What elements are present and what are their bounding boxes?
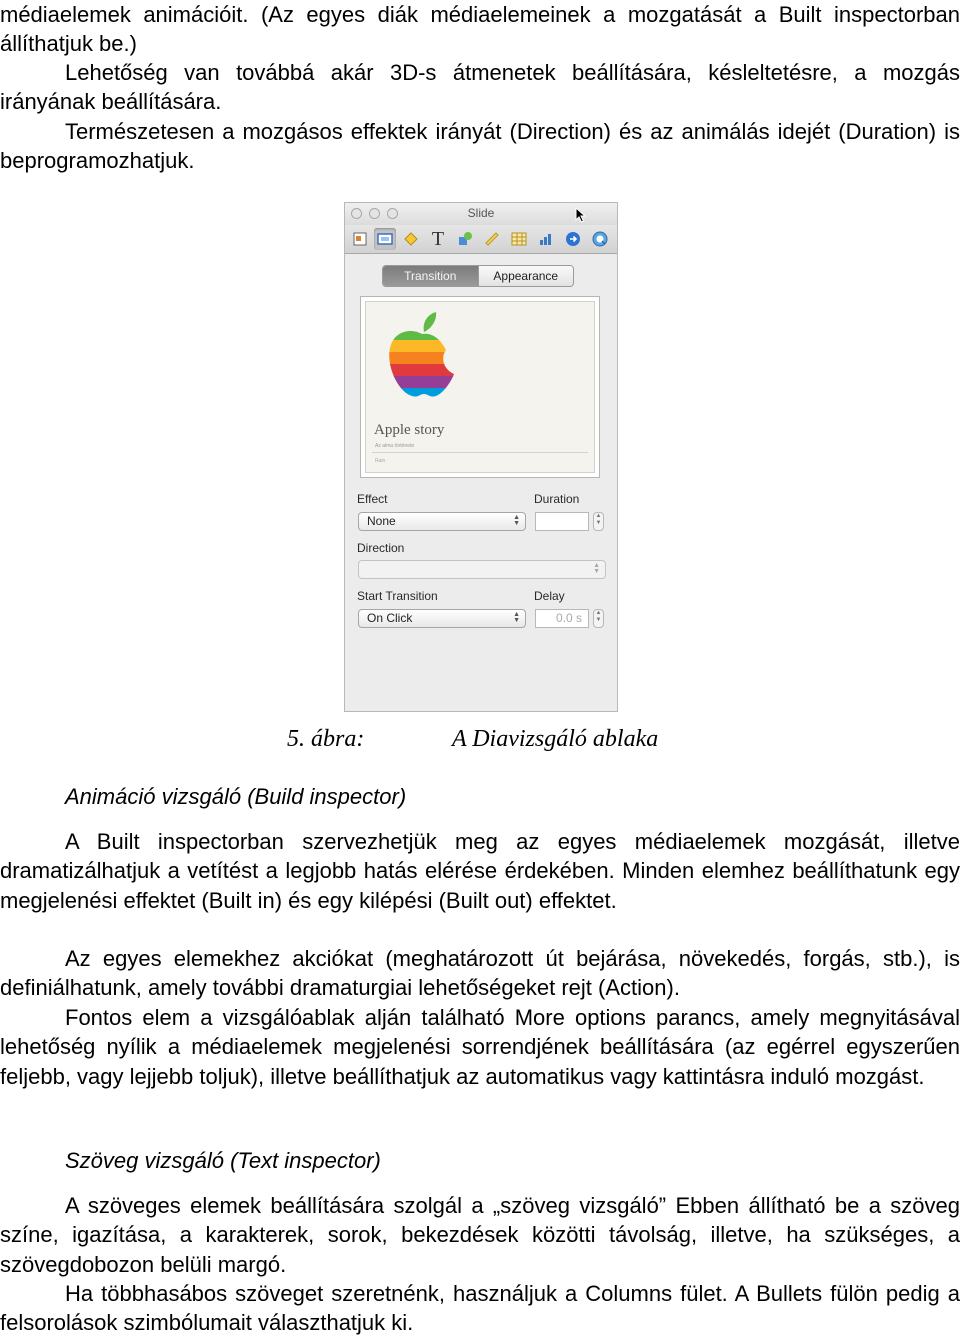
slide-thumbnail	[365, 301, 595, 473]
duration-field[interactable]	[535, 512, 589, 531]
slide-footer-text: Rain	[375, 458, 386, 464]
table-icon	[511, 231, 527, 247]
direction-label: Direction	[357, 541, 405, 555]
apple-stripe	[382, 388, 462, 401]
paragraph-actions: Az egyes elemekhez akciókat (meghatározott út bejárása, növekedés, forgás, stb.), is definiálhatunk, amely további dramaturgiai lehetőségeket rejt (Action).	[0, 946, 960, 1001]
quicktime-icon	[592, 231, 608, 247]
metrics-icon	[484, 231, 500, 247]
heading-build-inspector: Animáció vizsgáló (Build inspector)	[65, 784, 407, 809]
build-icon	[403, 231, 419, 247]
apple-stripe	[382, 352, 462, 365]
slide-title-text: Apple story	[374, 422, 445, 438]
apple-stripe	[382, 340, 462, 353]
slide-subtitle-text: Az alma története	[375, 443, 415, 449]
metrics-inspector-button[interactable]	[481, 228, 503, 250]
popup-arrows-icon: ▲ ▼	[513, 611, 520, 624]
direction-popup[interactable]	[358, 560, 606, 579]
start-transition-popup[interactable]	[358, 609, 526, 628]
build-inspector-button[interactable]	[400, 228, 422, 250]
table-inspector-button[interactable]	[508, 228, 530, 250]
effect-popup[interactable]	[358, 512, 526, 531]
graphic-inspector-button[interactable]	[454, 228, 476, 250]
chart-inspector-button[interactable]	[535, 228, 557, 250]
start-transition-label: Start Transition	[357, 589, 438, 603]
apple-stripe	[382, 364, 462, 377]
heading-text-inspector: Szöveg vizsgáló (Text inspector)	[65, 1148, 381, 1173]
figure-caption: A Diavizsgáló ablaka	[452, 726, 659, 752]
slide-inspector-window	[344, 202, 618, 712]
delay-field[interactable]: 0.0 s	[535, 609, 589, 628]
mouse-pointer-icon	[575, 207, 587, 223]
delay-stepper[interactable]: ▲ ▼	[593, 609, 604, 628]
quicktime-inspector-button[interactable]	[589, 228, 611, 250]
effect-value: None	[367, 514, 396, 528]
hyperlink-inspector-button[interactable]	[562, 228, 584, 250]
slide-divider	[372, 452, 588, 453]
slide-preview	[360, 296, 600, 478]
window-titlebar	[345, 203, 617, 225]
paragraph-3d-transitions: Lehetőség van továbbá akár 3D-s átmenetek beállítására, késleltetésre, a mozgás irányának beállítására.	[0, 60, 960, 115]
apple-stripe	[382, 376, 462, 389]
duration-label: Duration	[534, 492, 580, 506]
inspector-tabs	[382, 265, 574, 287]
slide-inspector-button[interactable]	[374, 228, 396, 250]
tab-transition[interactable]: Transition	[383, 266, 478, 286]
paragraph-columns-bullets: Ha többhasábos szöveget szeretnénk, használjuk a Columns fület. A Bullets fülön pedig a felsorolások szimbólumait választhatjuk ki.	[0, 1281, 960, 1336]
text-icon: T	[431, 227, 445, 250]
graphic-icon	[457, 231, 473, 247]
document-inspector-button[interactable]	[349, 228, 371, 250]
popup-arrows-icon: ▲ ▼	[593, 562, 600, 575]
duration-stepper[interactable]: ▲ ▼	[593, 512, 604, 531]
inspector-toolbar	[345, 225, 617, 254]
window-title: Slide	[467, 206, 495, 220]
hyperlink-icon	[565, 231, 581, 247]
paragraph-text-inspector: A szöveges elemek beállítására szolgál a „szöveg vizsgáló” Ebben állítható be a szöveg színe, igazítása, a karakterek, sorok, bekezdések közötti távolság, illetve, ha szükséges, a szövegdobozon belüli margó.	[0, 1193, 960, 1277]
figure-number: 5. ábra:	[287, 726, 365, 752]
paragraph-intro-continued: médiaelemek animációit. (Az egyes diák médiaelemeinek a mozgatását a Built inspectorban állíthatjuk be.)	[0, 2, 960, 57]
paragraph-built-inspector: A Built inspectorban szervezhetjük meg az egyes médiaelemek mozgását, illetve dramatizálhatjuk a vetítést a legjobb hatás elérése érdekében. Minden elemhez beállíthatunk egy megjelenési effektet (Built in) és egy kilépési (Built out) effektet.	[0, 829, 960, 913]
tab-appearance[interactable]: Appearance	[478, 266, 574, 286]
popup-arrows-icon: ▲ ▼	[513, 514, 520, 527]
apple-stripe	[382, 328, 462, 341]
document-icon	[352, 231, 368, 247]
paragraph-more-options: Fontos elem a vizsgálóablak alján található More options parancs, amely megnyitásával lehetőség nyílik a médiaelemek megjelenési sorrendjének beállítására (az egérrel egyszerűen feljebb, vagy lejjebb toljuk), illetve beállíthatjuk az automatikus vagy kattintásra induló mozgást.	[0, 1005, 960, 1089]
apple-logo-icon	[382, 308, 462, 404]
chart-icon	[538, 231, 554, 247]
text-inspector-button[interactable]	[427, 228, 449, 250]
start-transition-value: On Click	[367, 611, 413, 625]
delay-label: Delay	[534, 589, 565, 603]
slide-icon	[377, 231, 393, 247]
effect-label: Effect	[357, 492, 388, 506]
paragraph-direction-duration: Természetesen a mozgásos effektek irányát (Direction) és az animálás idejét (Duration) is beprogramozhatjuk.	[0, 119, 960, 174]
